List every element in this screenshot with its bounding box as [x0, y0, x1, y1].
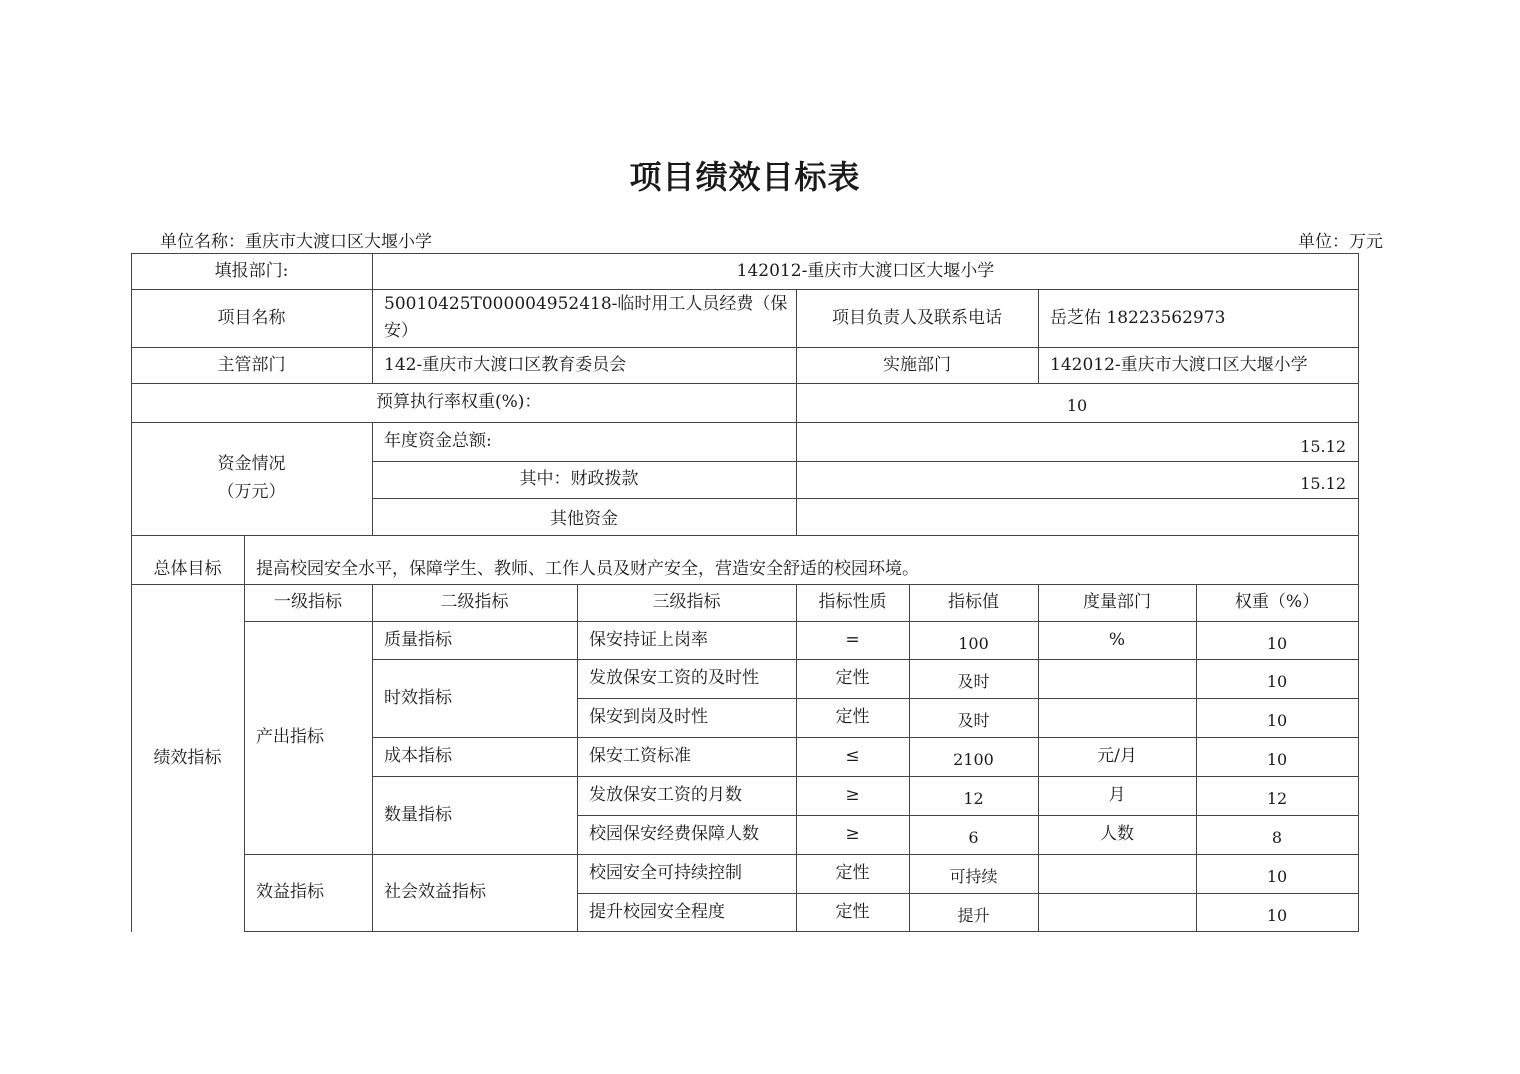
fill-dept-value: 142012-重庆市大渡口区大堰小学	[736, 260, 995, 281]
indicator-weight: 10	[1266, 672, 1288, 691]
indicator-nature: 定性	[835, 901, 870, 922]
indicator-nature: 定性	[835, 863, 870, 883]
owner-label: 项目负责人及联系电话	[832, 307, 1002, 328]
indicator-nature: =	[845, 629, 860, 650]
fill-dept-label: 填报部门:	[214, 260, 289, 281]
col-header-unit: 度量部门	[1083, 592, 1151, 612]
indicator-value: 可持续	[949, 867, 998, 886]
impl-label: 实施部门	[883, 354, 951, 375]
indicator-weight: 10	[1266, 633, 1288, 653]
indicator-name: 校园保安经费保障人数	[589, 824, 759, 844]
fiscal-funds-label: 其中：财政拨款	[519, 469, 639, 489]
indicator-name: 保安到岗及时性	[589, 707, 708, 727]
budget-weight-label: 预算执行率权重(%)：	[376, 392, 542, 412]
supervisor-label: 主管部门	[217, 354, 286, 375]
grid-line	[244, 931, 1359, 932]
other-funds-label: 其他资金	[550, 509, 618, 529]
indicator-unit	[1038, 893, 1196, 931]
indicator-unit: %	[1108, 629, 1126, 650]
goal-text: 提高校园安全水平，保障学生、教师、工作人员及财产安全，营造安全舒适的校园环境。	[256, 559, 919, 579]
project-name-label: 项目名称	[217, 307, 286, 328]
indicator-unit: 元/月	[1097, 746, 1137, 766]
indicator-value: 及时	[957, 711, 990, 730]
unit-name: 单位名称：重庆市大渡口区大堰小学	[160, 232, 432, 252]
indicator-name: 保安工资标准	[589, 746, 691, 766]
indicator-unit	[1038, 854, 1196, 893]
level1-benefit: 效益指标	[256, 882, 324, 902]
supervisor-value: 142-重庆市大渡口区教育委员会	[384, 354, 627, 375]
indicator-weight: 8	[1271, 828, 1283, 847]
indicator-nature: ≥	[845, 824, 860, 844]
funds-unit-label: （万元）	[217, 481, 286, 502]
level2-timeliness: 时效指标	[384, 687, 452, 708]
indicator-unit: 人数	[1100, 824, 1134, 844]
level2-quality: 质量指标	[384, 629, 452, 650]
indicator-name: 提升校园安全程度	[589, 901, 725, 922]
budget-weight-value: 10	[1066, 396, 1088, 415]
indicator-weight: 10	[1266, 711, 1288, 730]
indicators-section-label: 绩效指标	[153, 748, 222, 768]
indicator-nature: 定性	[835, 668, 870, 688]
other-funds-value	[796, 498, 1358, 535]
level2-cost: 成本指标	[384, 746, 452, 766]
indicator-weight: 10	[1266, 867, 1288, 886]
total-funds-value: 15.12	[1300, 437, 1346, 456]
indicator-weight: 10	[1266, 750, 1288, 769]
goal-label: 总体目标	[153, 559, 222, 579]
indicator-name: 发放保安工资的及时性	[589, 668, 759, 688]
level1-output: 产出指标	[256, 727, 324, 747]
owner-value: 岳芝佑 18223562973	[1050, 307, 1226, 328]
col-header-level1: 一级指标	[274, 592, 342, 612]
indicator-name: 发放保安工资的月数	[589, 785, 742, 805]
col-header-weight: 权重（%）	[1234, 592, 1320, 612]
indicator-unit	[1038, 698, 1196, 737]
indicator-value: 12	[963, 789, 984, 808]
col-header-level3: 三级指标	[652, 592, 721, 612]
indicator-nature: ≥	[845, 785, 860, 805]
indicator-name: 校园安全可持续控制	[589, 863, 742, 883]
indicator-value: 及时	[957, 672, 990, 691]
indicator-value: 6	[968, 828, 979, 847]
total-funds-label: 年度资金总额:	[384, 431, 492, 451]
indicator-weight: 10	[1266, 905, 1288, 925]
col-header-nature: 指标性质	[818, 592, 887, 612]
funds-label: 资金情况	[217, 453, 286, 474]
indicator-value: 提升	[957, 905, 990, 925]
indicator-value: 100	[958, 633, 989, 653]
level2-quantity: 数量指标	[384, 804, 452, 825]
indicator-value: 2100	[953, 750, 994, 769]
indicator-unit: 月	[1108, 785, 1126, 805]
indicator-nature: 定性	[835, 707, 870, 727]
indicator-unit	[1038, 659, 1196, 698]
fiscal-funds-value: 15.12	[1300, 474, 1346, 493]
col-header-value: 指标值	[948, 592, 999, 612]
currency-unit: 单位：万元	[1298, 232, 1383, 252]
col-header-level2: 二级指标	[440, 592, 509, 612]
page-title: 项目绩效目标表	[629, 158, 861, 196]
project-name-value: 50010425T000004952418-临时用工人员经费（保安）	[384, 294, 788, 341]
indicator-name: 保安持证上岗率	[589, 629, 708, 650]
level2-social-benefit: 社会效益指标	[384, 882, 486, 902]
indicator-weight: 12	[1266, 789, 1288, 808]
impl-value: 142012-重庆市大渡口区大堰小学	[1050, 354, 1308, 375]
grid-line	[1358, 253, 1359, 932]
indicator-nature: ≤	[845, 746, 860, 766]
